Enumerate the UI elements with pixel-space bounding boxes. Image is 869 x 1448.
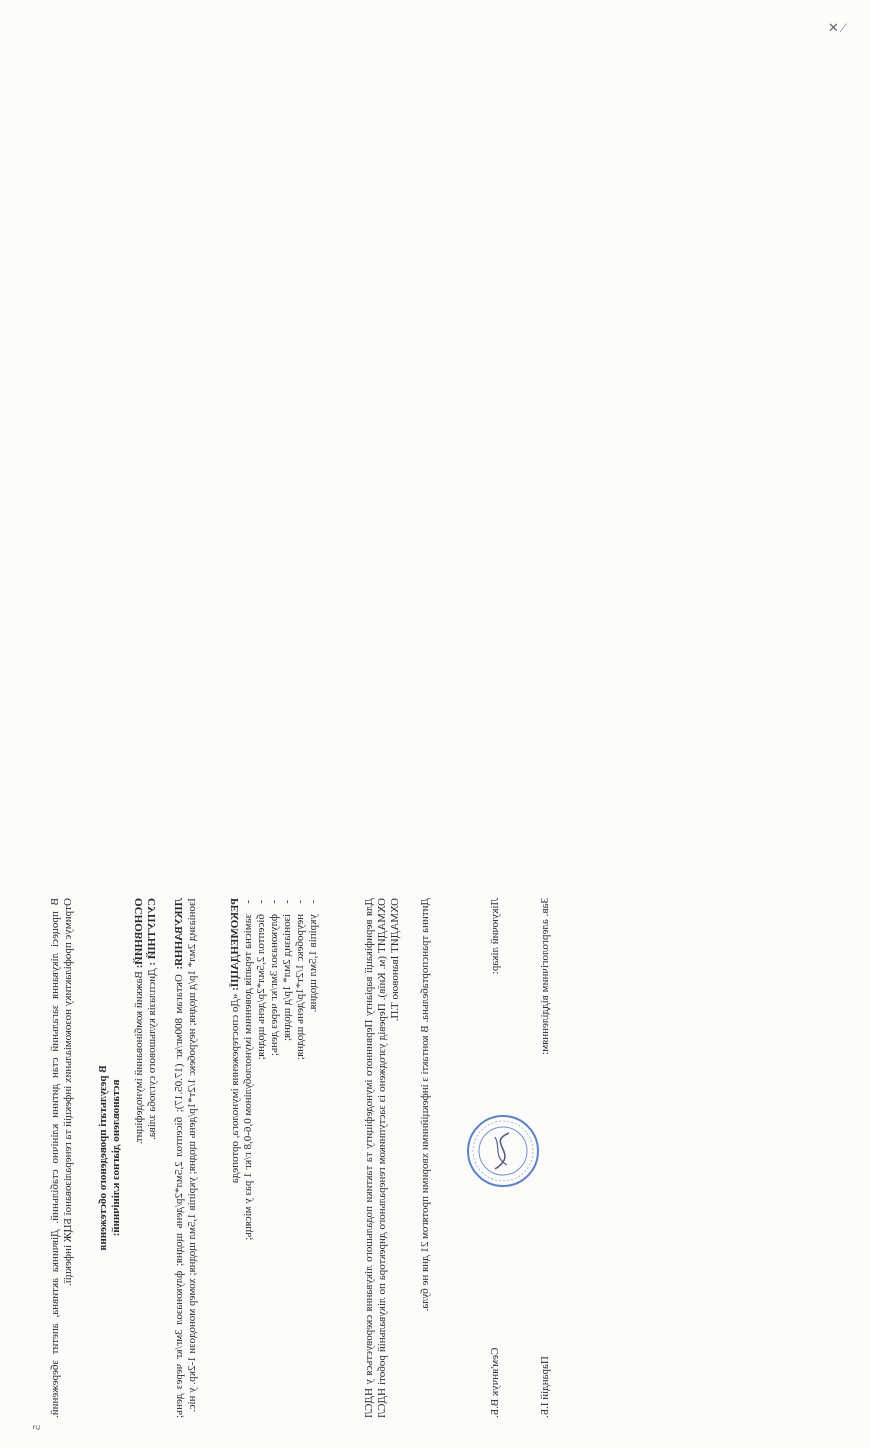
recommendations-label: РЕКОМЕНДАЦІЇ: xyxy=(229,898,241,991)
list-item: - бісептол 2,5мл*2р/день щодня; xyxy=(255,914,268,1418)
intro-paragraph: В процесі лікування загальний стан дитини клінічно стабільний. Дівчинка активна, апетит збережений. Отримує профілактику нозокоміальних інфекцій та генералізованої БЦЖ інфекції. xyxy=(49,898,74,1418)
treatment-text: Октагам 800мг/кг (17.05.17); бісептол 2,5мл*2р/день щодня; флуконазол 3мг/кг через день; Ізоніазид 2мл* 1р/д щодня; неуробекс 1/2т*1р/день щодня; укріпів 1,5мл щодня; хомер монодози 1-2кр. у ніс. xyxy=(173,898,198,1419)
list-item: - замісна терапія довенним імуноглобуліном 0,6-0,8 г/кг 1 раз у місяць; xyxy=(242,914,255,1418)
signature-role: Зав. алергологічним відділенням: xyxy=(539,898,551,1055)
discharge-sheet xyxy=(25,868,865,1448)
secondary-diagnosis-label: СУПУТНІЙ : xyxy=(146,898,158,966)
page-number: 5 xyxy=(32,1425,43,1430)
diagnosis-title xyxy=(97,898,123,1418)
main-diagnosis-text: Важкий комбінований імунодефіцит. xyxy=(133,971,145,1145)
recommendations-block xyxy=(229,898,320,1418)
title-line-1: В результаті проведеного обстеження xyxy=(97,1065,109,1251)
list-item: - укріпів 1,5мл щодня. xyxy=(307,914,320,1418)
treatment-paragraph xyxy=(173,898,199,1418)
transport-paragraph: Дитина транспортабельна. В контакті з інфекційними хворими протягом 21 дня не була. xyxy=(419,898,431,1312)
recommendations-list xyxy=(242,898,320,1418)
rotated-content xyxy=(25,868,865,1448)
signature-name: Парандій І.Б. xyxy=(539,1356,551,1418)
signature-role: Лікуючий лікар: xyxy=(489,898,501,975)
list-item: - ізоніазид 2мл* 1р/д щодня; xyxy=(281,914,294,1418)
scan-marks: ✕ ⁄ xyxy=(828,20,845,35)
title-line-2: встановлено діагноз клінічний: xyxy=(110,1079,122,1237)
signature-name: Сем'янчук В.Б. xyxy=(489,1347,501,1418)
signature-row-head xyxy=(539,898,552,1418)
treatment-label: ЛІКУВАННЯ: xyxy=(173,898,185,970)
main-diagnosis-label: ОСНОВНИЙ: xyxy=(133,898,145,969)
list-item: - флуконазол 3мг/кг через день; xyxy=(268,914,281,1418)
secondary-diagnosis-text: Дисплазія кульшового суглоба зліва. xyxy=(146,968,158,1140)
hospital-stamp-icon xyxy=(465,1113,541,1189)
signature-row-doctor xyxy=(489,898,502,1418)
list-item: - неуробекс 1/2т*1р/день щодня; xyxy=(294,914,307,1418)
diagnosis-block xyxy=(133,898,159,1418)
verification-paragraph: Для верифікації варіанту Первинного імунодефіциту та тактики подальшого лікування скеровується у НДСЛ ОХМАДИТ (м. Київ). Перевід узгоджено із заступником генерального директора по лікувальній роботі НДСЛ ОХМАДИТ Івановою Т.П. xyxy=(363,898,401,1418)
recommendations-text: «До спостереження імунолога, ортопеда xyxy=(229,993,241,1184)
